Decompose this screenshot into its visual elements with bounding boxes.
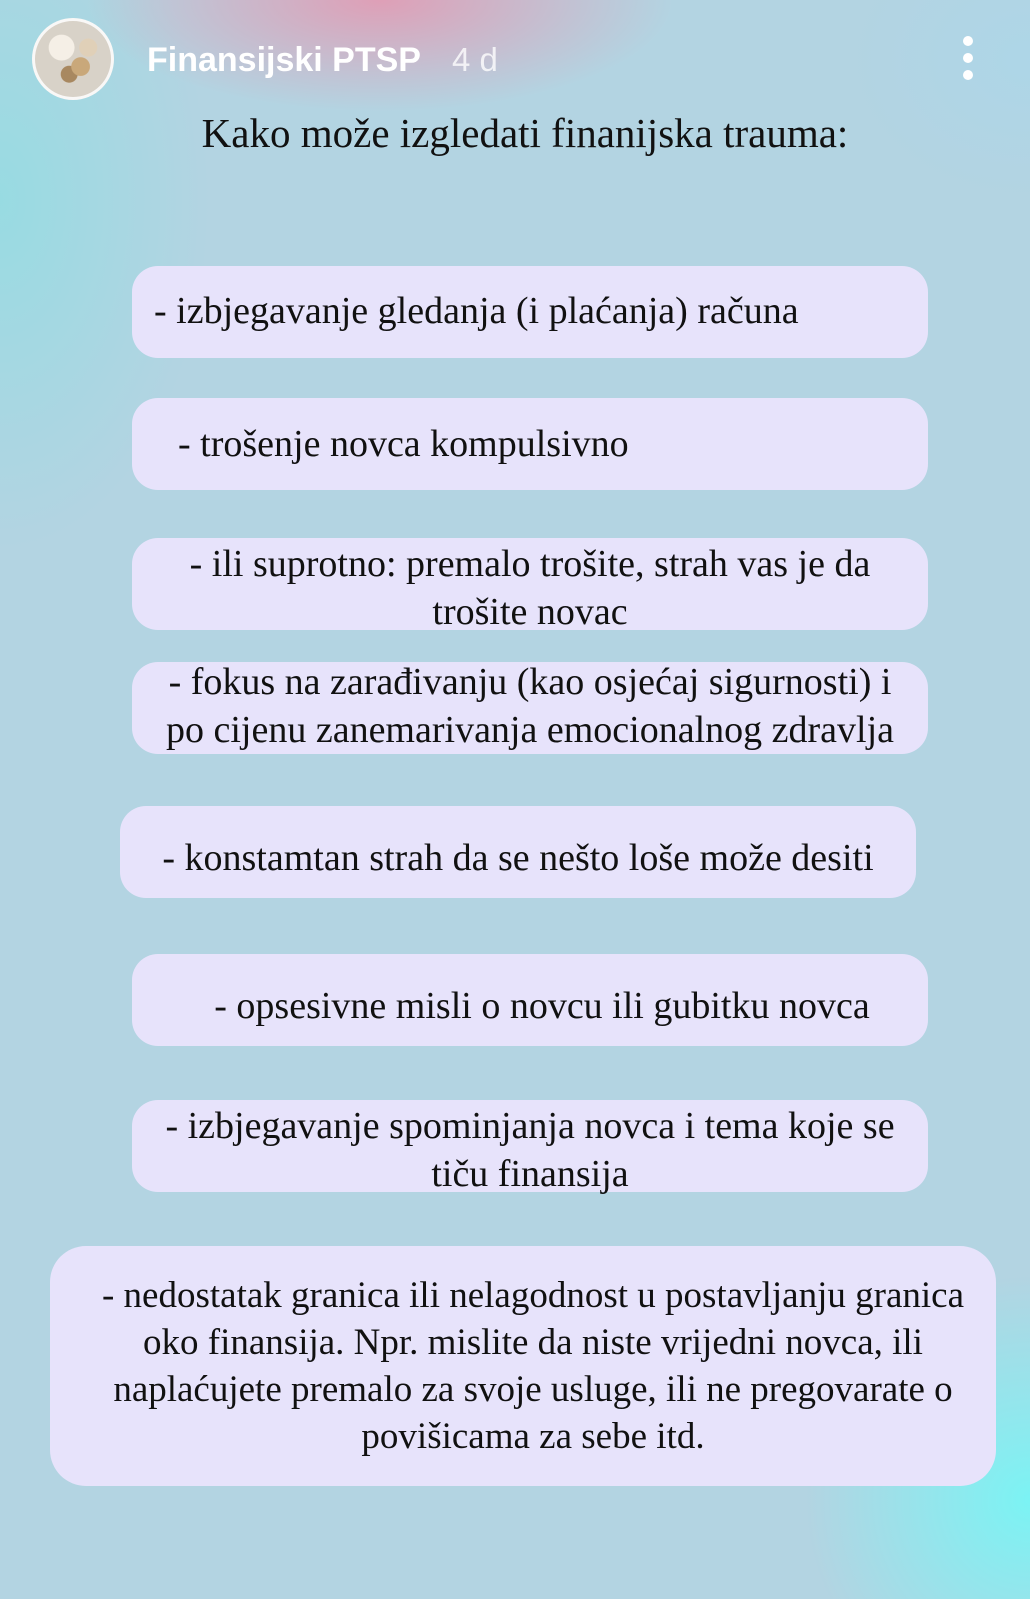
text-card-3-label: - ili suprotno: premalo trošite, strah vas je da trošite novac — [189, 543, 871, 633]
post-age: 4 d — [452, 41, 498, 78]
story-header — [0, 0, 1030, 120]
more-dot — [963, 70, 973, 80]
avatar[interactable] — [32, 18, 114, 100]
more-options-icon[interactable] — [948, 32, 988, 84]
text-card-7-label: - izbjegavanje spominjanja novca i tema koje se tiču finansija — [165, 1105, 895, 1195]
text-card-1-label: - izbjegavanje gledanja (i plaćanja) računa — [154, 290, 799, 332]
more-dot — [963, 53, 973, 63]
text-card-5-label: - konstamtan strah da se nešto loše može desiti — [162, 837, 874, 879]
text-card-2-label: - trošenje novca kompulsivno — [178, 423, 629, 465]
text-card-4-label: - fokus na zarađivanju (kao osjećaj sigurnosti) i po cijenu zanemarivanja emocionalnog zdravlja — [165, 661, 894, 751]
story-title: Kako može izgledati finanijska trauma: — [201, 110, 849, 156]
text-card-8-label: - nedostatak granica ili nelagodnost u postavljanju granica oko finansija. Npr. mislite da niste vrijedni novca, ili naplaćujete premalo za svoje usluge, ili ne pregovarate o povišicama za sebe itd. — [101, 1275, 965, 1457]
text-card-6-label: - opsesivne misli o novcu ili gubitku novca — [214, 985, 870, 1027]
account-name[interactable]: Finansijski PTSP — [147, 41, 421, 79]
more-dot — [963, 36, 973, 46]
